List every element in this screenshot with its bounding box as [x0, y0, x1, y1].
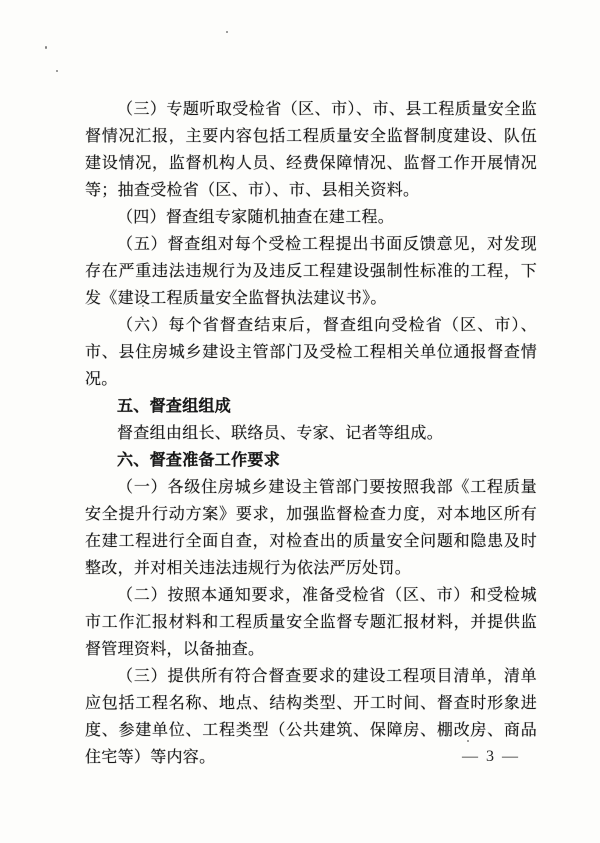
scan-speck	[45, 46, 47, 49]
scan-speck	[56, 70, 58, 72]
section-heading-6: 六、督查准备工作要求	[117, 452, 281, 469]
page-number: — 3 —	[462, 748, 520, 765]
document-body	[85, 96, 537, 771]
paragraph-item-6: （六）每个省督查结束后，督查组向受检省（区、市）、市、县住房城乡建设主管部门及受检工程相关单位通报督查情况。	[85, 317, 537, 388]
paragraph-composition: 督查组由组长、联络员、专家、记者等组成。	[117, 425, 444, 442]
section-heading-5: 五、督查组组成	[117, 398, 232, 415]
paragraph-req-2: （二）按照本通知要求，准备受检省（区、市）和受检城市工作汇报材料和工程质量安全监督专题汇报材料，并提供监督管理资料，以备抽查。	[85, 587, 537, 658]
paragraph-req-1: （一）各级住房城乡建设主管部门要按照我部《工程质量安全提升行动方案》要求，加强监督检查力度，对本地区所有在建工程进行全面自查，对检查出的质量安全问题和隐患及时整改，并对相关违法违规行为依法严厉处罚。	[85, 479, 537, 577]
scan-speck	[226, 31, 228, 33]
paragraph-item-4: （四）督查组专家随机抽查在建工程。	[117, 209, 395, 226]
paragraph-req-3: （三）提供所有符合督查要求的建设工程项目清单，清单应包括工程名称、地点、结构类型、开工时间、督查时形象进度、参建单位、工程类型（公共建筑、保障房、棚改房、商品住宅等）等内容。	[85, 668, 537, 766]
paragraph-item-5: （五）督查组对每个受检工程提出书面反馈意见，对发现存在严重违法违规行为及违反工程建设强制性标准的工程，下发《建设工程质量安全监督执法建议书》。	[85, 236, 537, 307]
paragraph-item-3: （三）专题听取受检省（区、市）、市、县工程质量安全监督情况汇报，主要内容包括工程质量安全监督制度建设、队伍建设情况，监督机构人员、经费保障情况、监督工作开展情况等；抽查受检省（区、市）、市、县相关资料。	[85, 101, 537, 199]
